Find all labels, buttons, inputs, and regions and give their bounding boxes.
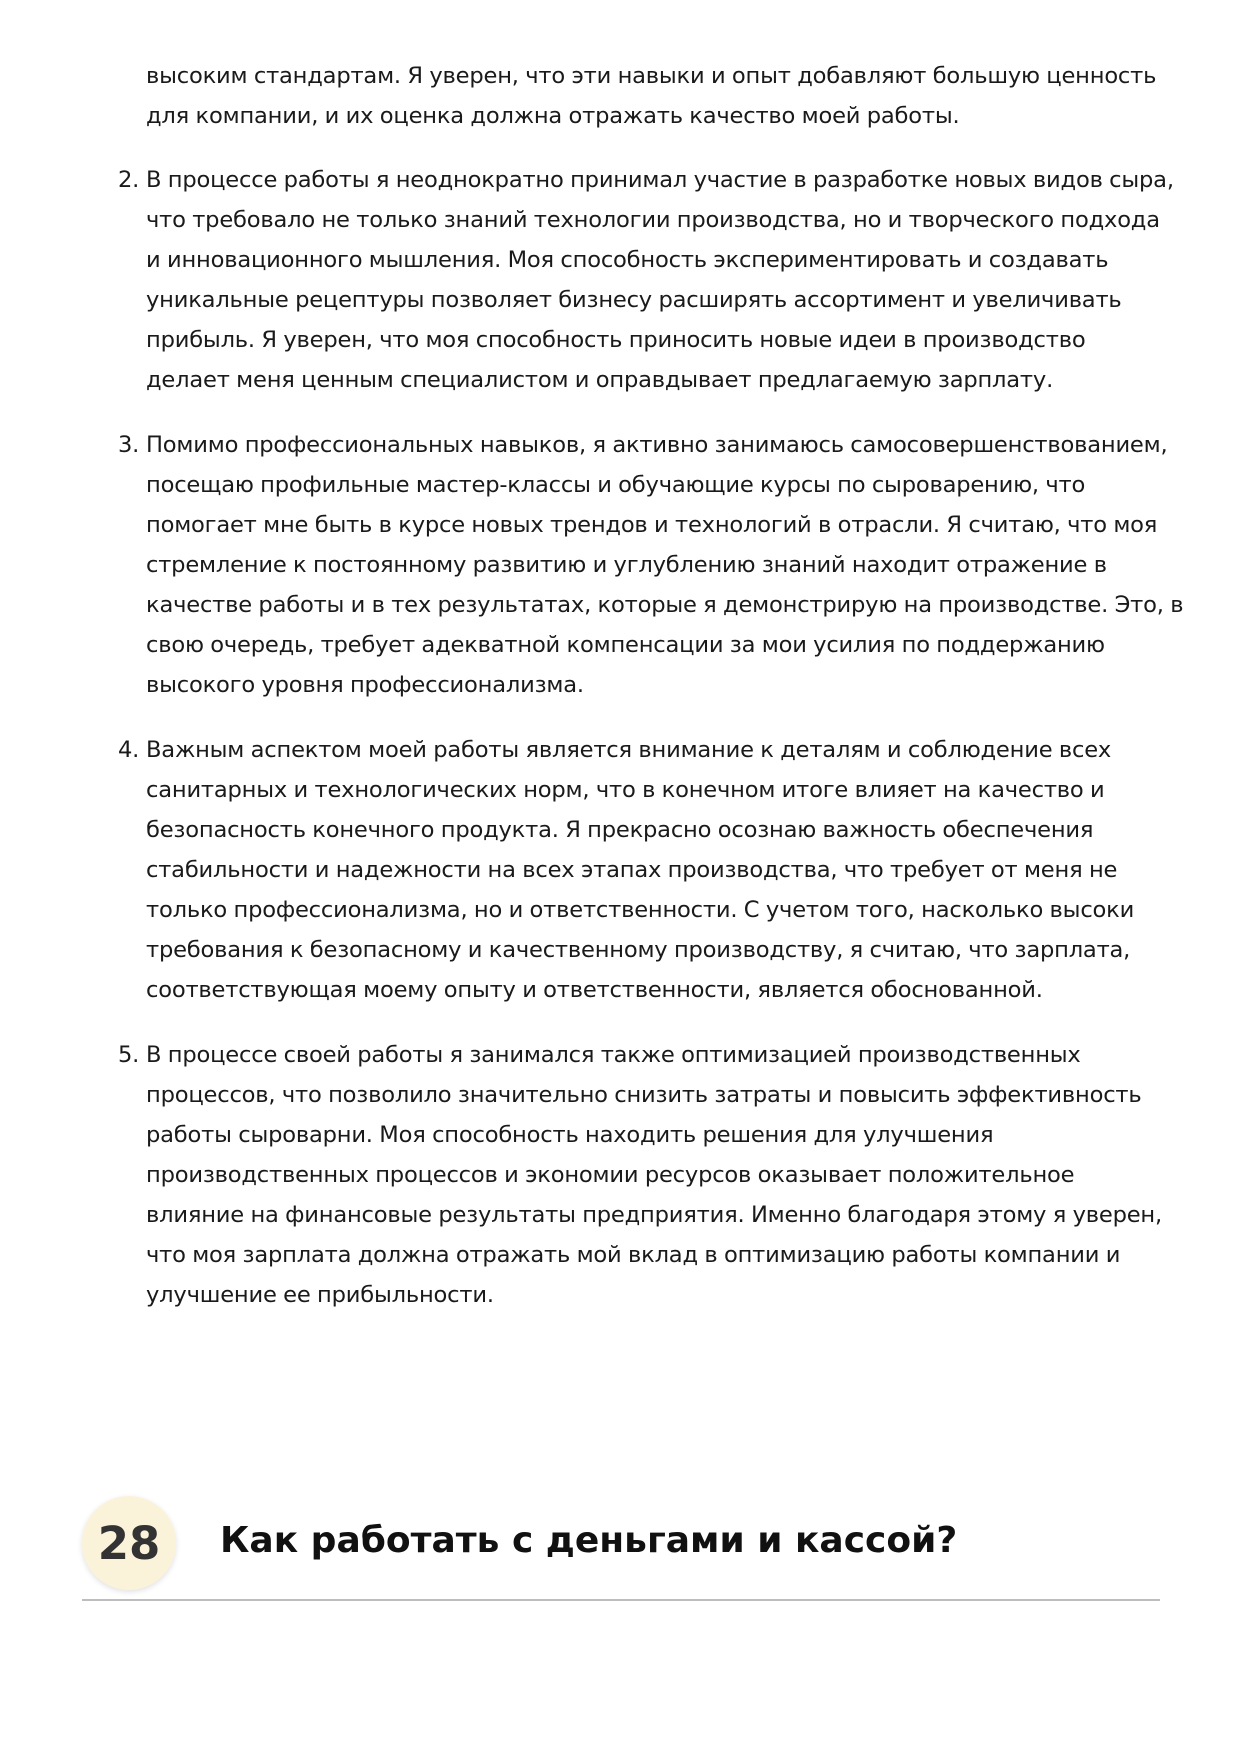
text-line: делает меня ценным специалистом и оправдывает предлагаемую зарплату. (146, 367, 1054, 393)
text-line: процессов, что позволило значительно снизить затраты и повысить эффективность (146, 1082, 1142, 1108)
text-line: стабильности и надежности на всех этапах производства, что требует от меня не (146, 857, 1118, 883)
text-line: работы сыроварни. Моя способность находить решения для улучшения (146, 1122, 994, 1148)
list-item (0, 1035, 1239, 1315)
section-number-badge: 28 (82, 1496, 176, 1590)
text-line: соответствующая моему опыту и ответственности, является обоснованной. (146, 977, 1043, 1003)
list-item-number: 4. (118, 737, 140, 763)
list-item (0, 730, 1239, 1010)
text-line: что моя зарплата должна отражать мой вклад в оптимизацию работы компании и (146, 1242, 1121, 1268)
text-line: качестве работы и в тех результатах, которые я демонстрирую на производстве. Это, в (146, 592, 1184, 618)
section-header (82, 1496, 1160, 1600)
text-line: свою очередь, требует адекватной компенсации за мои усилия по поддержанию (146, 632, 1105, 658)
continuation-paragraph (0, 56, 1239, 136)
text-line: высокого уровня профессионализма. (146, 672, 584, 698)
list-item (0, 160, 1239, 400)
text-line: высоким стандартам. Я уверен, что эти навыки и опыт добавляют большую ценность (146, 63, 1157, 89)
document-body (0, 56, 1239, 1340)
text-line: производственных процессов и экономии ресурсов оказывает положительное (146, 1162, 1075, 1188)
text-line: влияние на финансовые результаты предприятия. Именно благодаря этому я уверен, (146, 1202, 1162, 1228)
text-line: помогает мне быть в курсе новых трендов и технологий в отрасли. Я считаю, что моя (146, 512, 1158, 538)
list-item-number: 2. (118, 167, 140, 193)
section-divider (82, 1599, 1160, 1601)
text-line: только профессионализма, но и ответственности. С учетом того, насколько высоки (146, 897, 1135, 923)
section-title: Как работать с деньгами и кассой? (220, 1520, 958, 1561)
text-line: безопасность конечного продукта. Я прекрасно осознаю важность обеспечения (146, 817, 1094, 843)
text-line: стремление к постоянному развитию и углублению знаний находит отражение в (146, 552, 1107, 578)
text-line: что требовало не только знаний технологии производства, но и творческого подхода (146, 207, 1160, 233)
text-line: В процессе работы я неоднократно принимал участие в разработке новых видов сыра, (146, 167, 1174, 193)
text-line: Важным аспектом моей работы является внимание к деталям и соблюдение всех (146, 737, 1112, 763)
list-item (0, 425, 1239, 705)
text-line: для компании, и их оценка должна отражать качество моей работы. (146, 103, 960, 129)
text-line: посещаю профильные мастер-классы и обучающие курсы по сыроварению, что (146, 472, 1086, 498)
text-line: улучшение ее прибыльности. (146, 1282, 494, 1308)
text-line: Помимо профессиональных навыков, я активно занимаюсь самосовершенствованием, (146, 432, 1168, 458)
text-line: и инновационного мышления. Моя способность экспериментировать и создавать (146, 247, 1109, 273)
text-line: В процессе своей работы я занимался также оптимизацией производственных (146, 1042, 1081, 1068)
text-line: санитарных и технологических норм, что в конечном итоге влияет на качество и (146, 777, 1105, 803)
text-line: требования к безопасному и качественному производству, я считаю, что зарплата, (146, 937, 1131, 963)
list-item-number: 5. (118, 1042, 140, 1068)
list-item-number: 3. (118, 432, 140, 458)
text-line: прибыль. Я уверен, что моя способность приносить новые идеи в производство (146, 327, 1086, 353)
text-line: уникальные рецептуры позволяет бизнесу расширять ассортимент и увеличивать (146, 287, 1122, 313)
